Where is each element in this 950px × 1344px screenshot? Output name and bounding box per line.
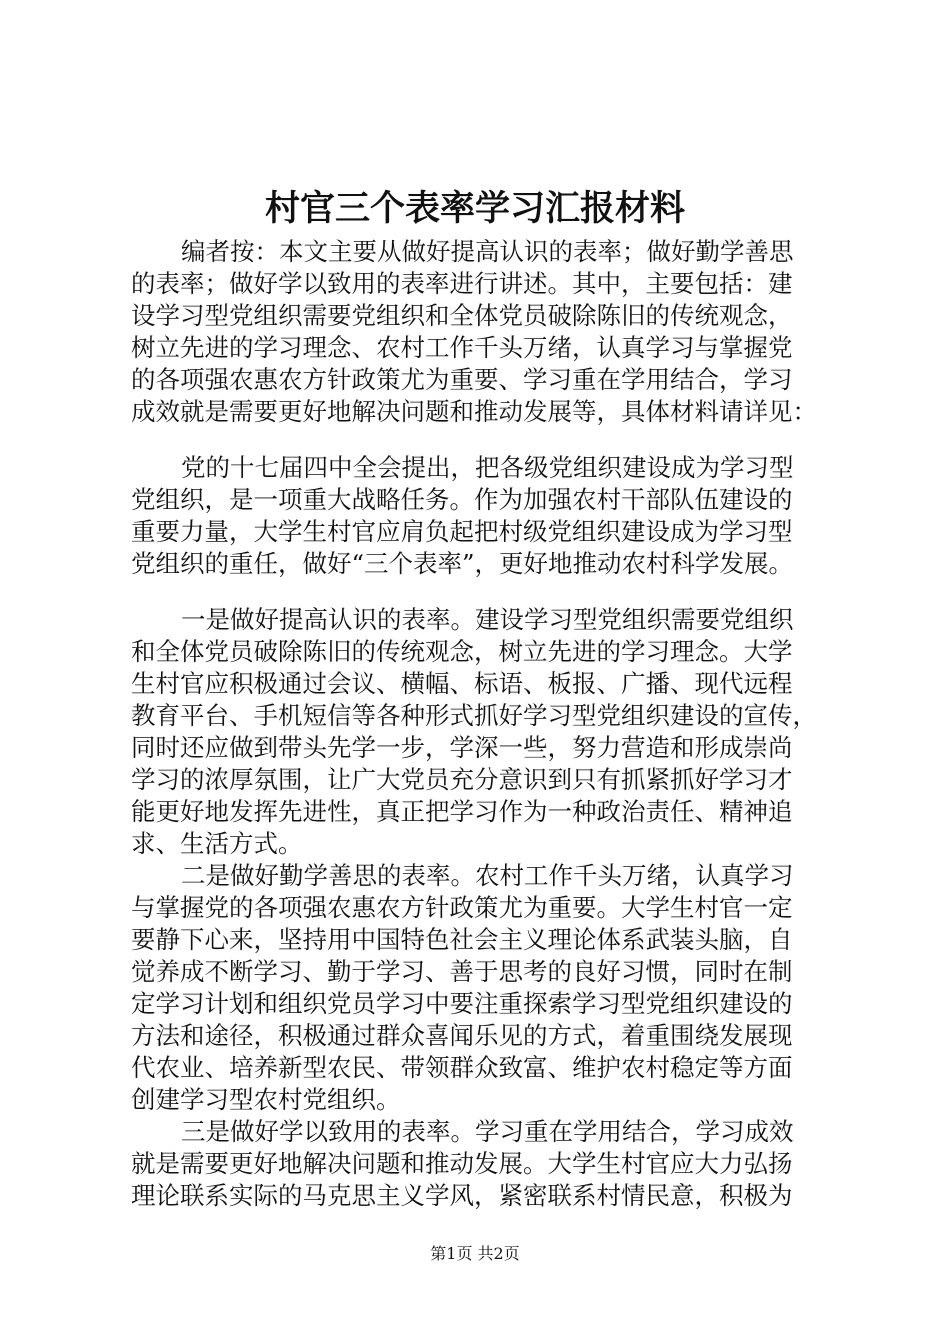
text-line: 党组织的重任，做好“三个表率”，更好地推动农村科学发展。 [131, 549, 794, 578]
text-line: 一是做好提高认识的表率。建设学习型党组织需要党组织 [181, 605, 794, 634]
text-line: 树立先进的学习理念、农村工作千头万绪，认真学习与掌握党 [131, 333, 793, 362]
text-line: 党组织，是一项重大战略任务。作为加强农村干部队伍建设的 [131, 485, 793, 514]
document-title: 村官三个表率学习汇报材料 [264, 188, 685, 229]
page-number-footer: 第1页 共2页 [430, 1244, 520, 1263]
text-line: 创建学习型农村党组织。 [131, 1085, 401, 1114]
text-line: 就是需要更好地解决问题和推动发展。大学生村官应大力弘扬 [131, 1149, 793, 1178]
text-line: 重要力量，大学生村官应肩负起把村级党组织建设成为学习型 [131, 517, 793, 546]
text-line: 觉养成不断学习、勤于学习、善于思考的良好习惯，同时在制 [131, 957, 793, 986]
text-line: 能更好地发挥先进性，真正把学习作为一种政治责任、精神追 [131, 797, 793, 826]
text-line: 求、生活方式。 [131, 829, 303, 858]
text-line: 方法和途径，积极通过群众喜闻乐见的方式，着重围绕发展现 [131, 1021, 793, 1050]
text-line: 教育平台、手机短信等各种形式抓好学习型党组织建设的宣传， [131, 701, 817, 730]
text-line: 同时还应做到带头先学一步，学深一些，努力营造和形成崇尚 [131, 733, 793, 762]
text-line: 成效就是需要更好地解决问题和推动发展等，具体材料请详见： [131, 397, 817, 426]
text-line: 要静下心来，坚持用中国特色社会主义理论体系武装头脑，自 [131, 925, 793, 954]
text-line: 设学习型党组织需要党组织和全体党员破除陈旧的传统观念， [131, 301, 793, 330]
text-line: 的表率；做好学以致用的表率进行讲述。其中，主要包括：建 [131, 269, 793, 298]
text-line: 二是做好勤学善思的表率。农村工作千头万绪，认真学习 [181, 861, 794, 890]
text-line: 编者按：本文主要从做好提高认识的表率；做好勤学善思 [181, 237, 794, 266]
text-line: 和全体党员破除陈旧的传统观念，树立先进的学习理念。大学 [131, 637, 793, 666]
text-line: 定学习计划和组织党员学习中要注重探索学习型党组织建设的 [131, 989, 793, 1018]
text-line: 理论联系实际的马克思主义学风，紧密联系村情民意，积极为 [131, 1181, 793, 1210]
text-line: 生村官应积极通过会议、横幅、标语、板报、广播、现代远程 [131, 669, 793, 698]
text-line: 三是做好学以致用的表率。学习重在学用结合，学习成效 [181, 1117, 794, 1146]
text-line: 代农业、培养新型农民、带领群众致富、维护农村稳定等方面 [131, 1053, 793, 1082]
text-line: 学习的浓厚氛围，让广大党员充分意识到只有抓紧抓好学习才 [131, 765, 793, 794]
text-line: 与掌握党的各项强农惠农方针政策尤为重要。大学生村官一定 [131, 893, 793, 922]
text-line: 党的十七届四中全会提出，把各级党组织建设成为学习型 [181, 453, 794, 482]
text-line: 的各项强农惠农方针政策尤为重要、学习重在学用结合，学习 [131, 365, 793, 394]
